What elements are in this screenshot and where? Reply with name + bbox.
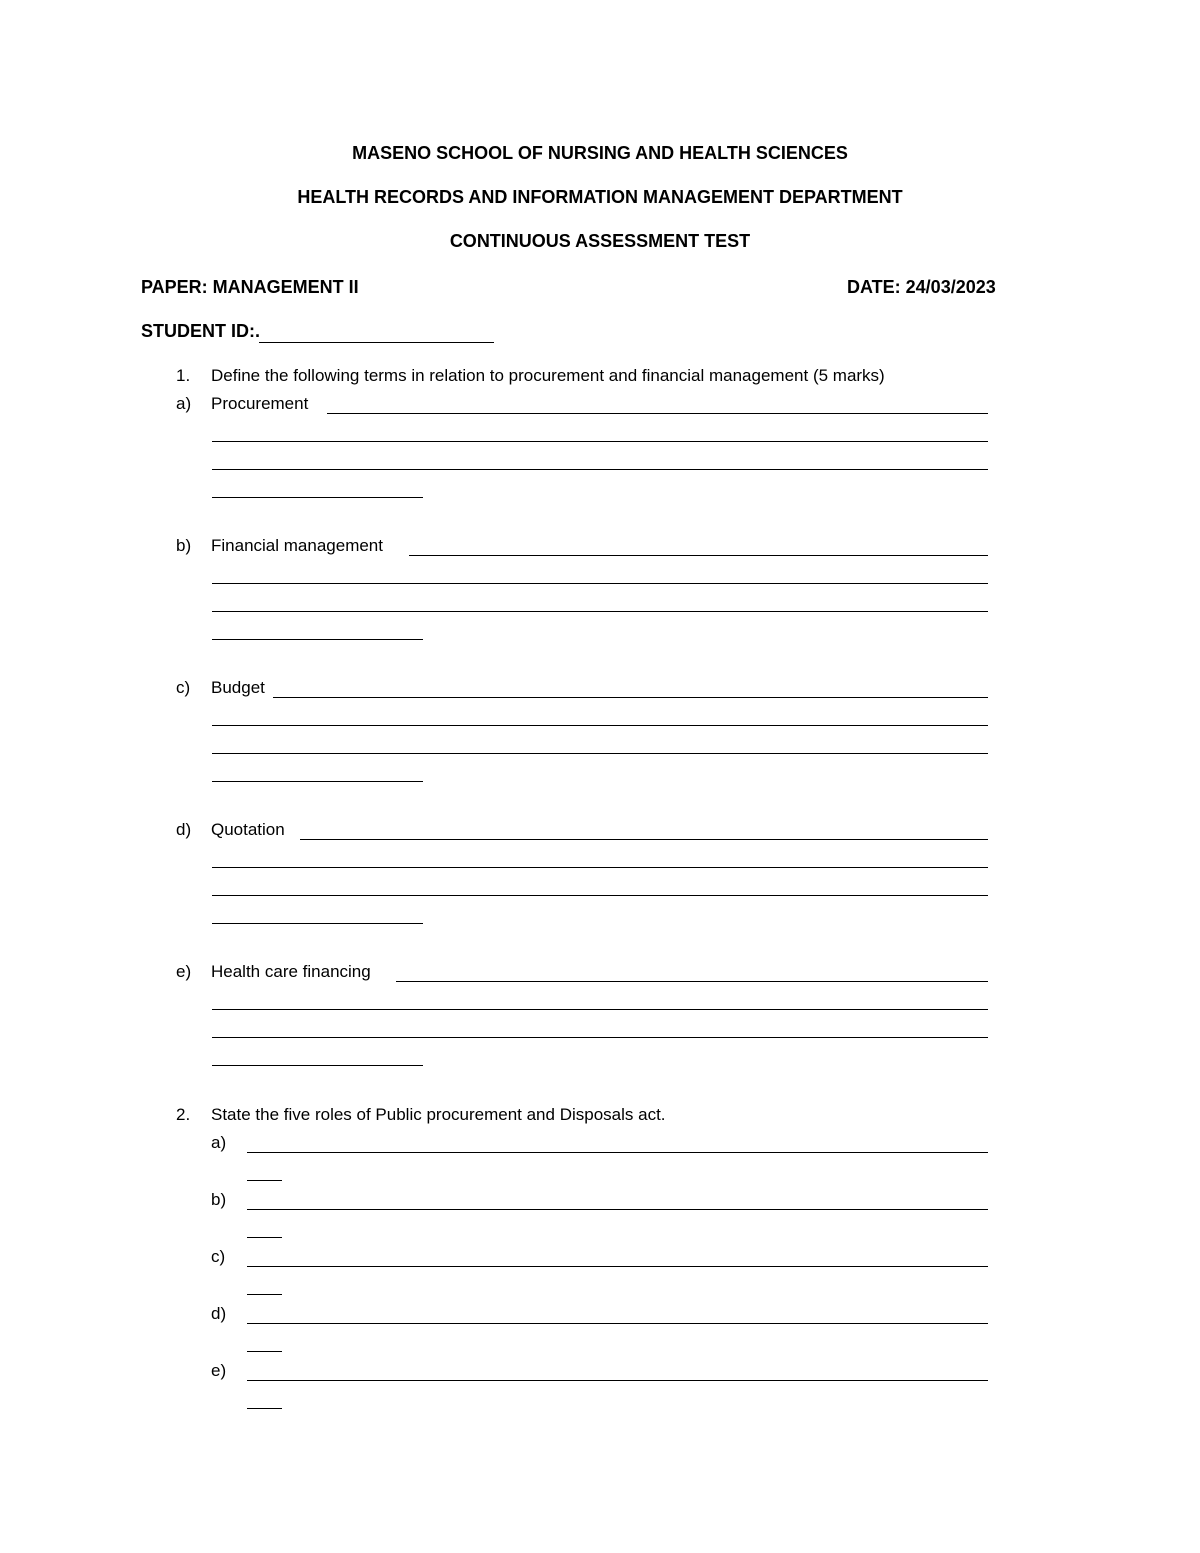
answer-line <box>212 725 988 726</box>
q1-item-term: Procurement <box>211 394 309 413</box>
answer-line-short <box>212 781 423 782</box>
answer-line-short <box>247 1180 282 1181</box>
answer-line-short <box>247 1237 282 1238</box>
answer-line-short <box>247 1408 282 1409</box>
school-title: MASENO SCHOOL OF NURSING AND HEALTH SCIENCES <box>352 143 848 163</box>
answer-line <box>212 1037 988 1038</box>
answer-line <box>273 697 988 698</box>
q1-item-letter: b) <box>176 536 192 555</box>
answer-line <box>212 867 988 868</box>
q2-item-letter: b) <box>211 1190 227 1209</box>
answer-line-short <box>247 1294 282 1295</box>
answer-line <box>327 413 988 414</box>
q1-text: Define the following terms in relation to procurement and financial management (5 marks) <box>211 366 885 385</box>
answer-line <box>212 1009 988 1010</box>
q1-item-letter: e) <box>176 962 192 981</box>
answer-line <box>212 753 988 754</box>
q2-number: 2. <box>176 1105 191 1124</box>
date-label: DATE: 24/03/2023 <box>847 277 996 297</box>
answer-line <box>409 555 988 556</box>
answer-line <box>212 895 988 896</box>
q2-text: State the five roles of Public procurement and Disposals act. <box>211 1105 666 1124</box>
q1-item-letter: d) <box>176 820 192 839</box>
answer-line <box>247 1380 988 1381</box>
answer-line-short <box>247 1351 282 1352</box>
answer-line <box>212 611 988 612</box>
answer-line <box>212 441 988 442</box>
answer-line <box>247 1152 988 1153</box>
answer-line <box>247 1266 988 1267</box>
answer-line <box>247 1209 988 1210</box>
paper-label: PAPER: MANAGEMENT II <box>141 277 359 297</box>
answer-line <box>247 1323 988 1324</box>
test-title: CONTINUOUS ASSESSMENT TEST <box>449 231 751 251</box>
q2-item-letter: a) <box>211 1133 227 1152</box>
student-id-label: STUDENT ID:. <box>141 321 260 341</box>
answer-line <box>212 469 988 470</box>
answer-line <box>300 839 988 840</box>
student-id-blank <box>259 342 494 343</box>
q2-item-letter: e) <box>211 1361 227 1380</box>
answer-line-short <box>212 497 423 498</box>
q1-number: 1. <box>176 366 191 385</box>
q1-item-term: Budget <box>211 678 265 697</box>
answer-line-short <box>212 923 423 924</box>
q1-item-letter: a) <box>176 394 192 413</box>
department-title: HEALTH RECORDS AND INFORMATION MANAGEMENT DEPARTMENT <box>297 187 903 207</box>
answer-line <box>212 583 988 584</box>
q1-item-term: Financial management <box>211 536 383 555</box>
q1-item-term: Quotation <box>211 820 285 839</box>
answer-line-short <box>212 639 423 640</box>
answer-line <box>396 981 988 982</box>
q1-item-letter: c) <box>176 678 191 697</box>
q2-item-letter: d) <box>211 1304 227 1323</box>
answer-line-short <box>212 1065 423 1066</box>
q2-item-letter: c) <box>211 1247 226 1266</box>
q1-item-term: Health care financing <box>211 962 371 981</box>
